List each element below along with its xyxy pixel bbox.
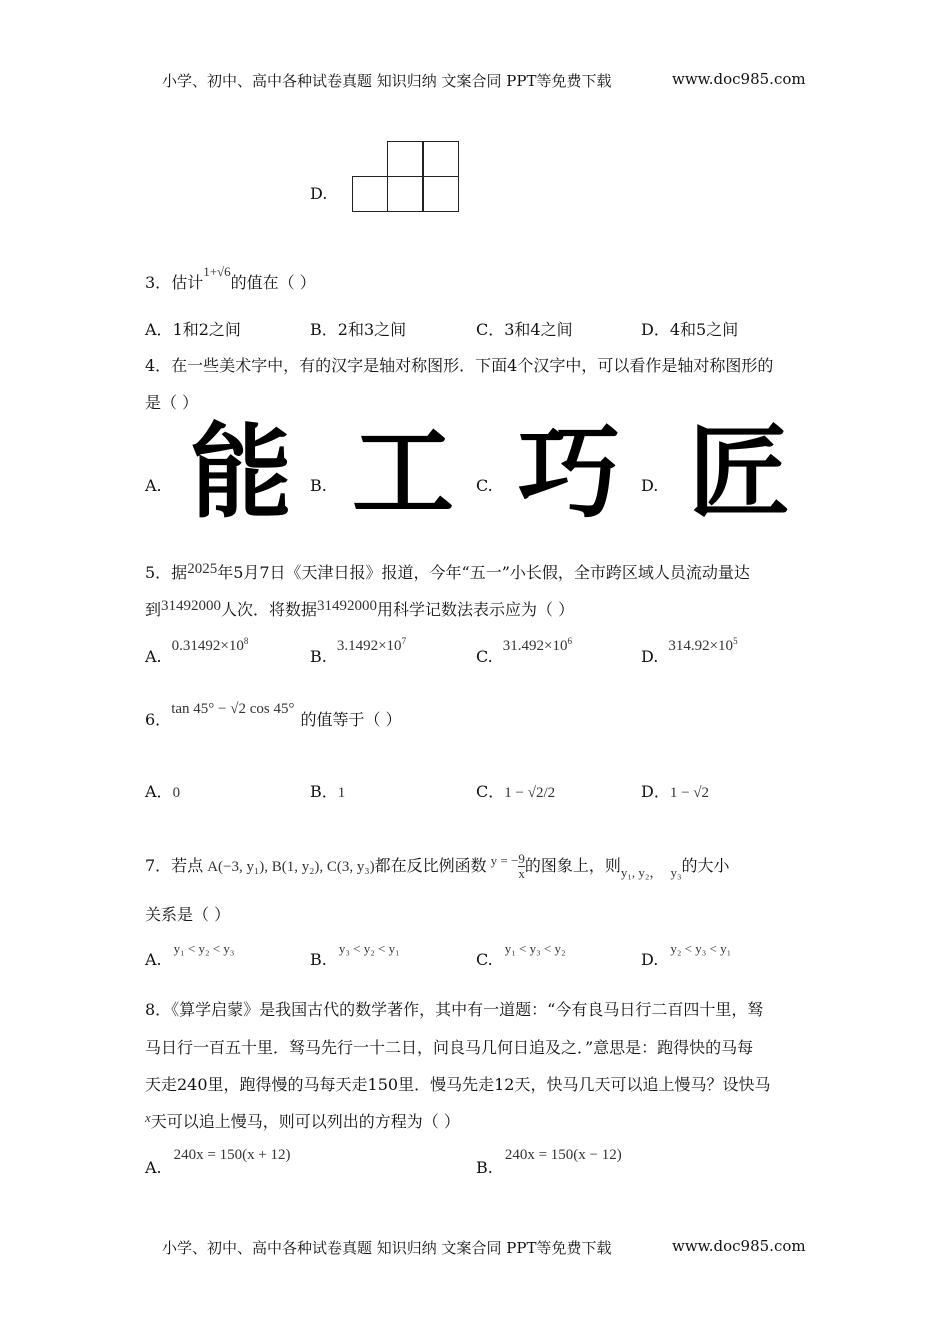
grid-cell <box>387 176 423 212</box>
q6-option-a: A．0 <box>145 782 181 801</box>
q5-number1: 31492000 <box>161 598 222 614</box>
header-url: www.doc985.com <box>672 70 806 88</box>
q5-number2: 31492000 <box>317 598 378 614</box>
q7-option-a: A.$^{y_1 < y_2 < y_3}$ <box>145 941 235 969</box>
q6-option-d: D．1 − √2 <box>641 782 710 801</box>
q6-option-b: B．1 <box>310 782 346 801</box>
q6-option-c: C．1 − √2/2 <box>476 782 556 801</box>
q3-number: 3． <box>145 273 172 292</box>
q7-function-fraction: $\frac{9}{x}$ <box>518 851 525 881</box>
q4-question-line1: 4．在一些美术字中，有的汉字是轴对称图形．下面4个汉字中，可以看作是轴对称图形的 <box>145 356 774 375</box>
q8-question-line1: 8．《算学启蒙》是我国古代的数学著作，其中有一道题：“今有良马日行二百四十里，驽 <box>145 1000 764 1019</box>
q5-question-line2: 到31492000人次．将数据31492000用科学记数法表示应为（ ） <box>145 598 575 619</box>
q4-option-d-char: 匠 <box>688 414 790 533</box>
footer-text: 小学、初中、高中各种试卷真题 知识归纳 文案合同 PPT等免费下载 <box>162 1239 612 1257</box>
q4-option-a-label: A. <box>145 476 162 495</box>
q4-option-a-char: 能 <box>190 414 292 533</box>
q7-question-line1: 7．若点 A(−3, y₁), B(1, y₂), C(3, y₃)都在反比例函数 $^{y = -}$ $\frac{9}{x}$ 的图象上，则$_{y_1, y_2,}$ $_{y_3}$的大小 <box>145 851 730 881</box>
q8-question-line4: $^x$天可以追上慢马，则可以列出的方程为（ ） <box>145 1110 460 1131</box>
header-text: 小学、初中、高中各种试卷真题 知识归纳 文案合同 PPT等免费下载 <box>162 72 612 90</box>
q3-expression: 1+√6 <box>203 264 231 279</box>
q5-option-b: $B.3.1492\times 10^7$ <box>310 636 407 666</box>
q3-option-d: D．4和5之间 <box>641 320 739 339</box>
q7-option-c: C.$^{y_1 < y_3 < y_2}$ <box>476 941 566 969</box>
q4-option-d-label: D. <box>641 476 659 495</box>
grid-cell <box>423 141 459 177</box>
grid-cell <box>352 176 388 212</box>
q4-option-b-char: 工 <box>352 414 454 533</box>
q6-expression: tan 45° − √2 cos 45° <box>171 701 295 717</box>
q5-question-line1: 5．据2025年5月7日《天津日报》报道，今年“五一”小长假，全市跨区域人员流动量达 <box>145 561 750 582</box>
q4-question-line2: 是（ ） <box>145 393 199 412</box>
q7-points: A(−3, y₁), B(1, y₂), C(3, y₃) <box>207 859 375 875</box>
q5-option-c: $C.31.492\times 10^6$ <box>476 636 572 666</box>
q8-option-b: B.240x = 150(x − 12) <box>476 1147 622 1177</box>
q4-option-c-char: 巧 <box>518 414 620 533</box>
q7-question-line2: 关系是（ ） <box>145 905 231 924</box>
footer-url: www.doc985.com <box>672 1237 806 1255</box>
grid-cell <box>387 141 423 177</box>
q3-question <box>145 264 316 293</box>
q8-option-a: A.240x = 150(x + 12) <box>145 1147 291 1177</box>
q8-question-line2: 马日行一百五十里．驽马先行一十二日，问良马几何日追及之．”意思是：跑得快的马每 <box>145 1038 754 1057</box>
q8-question-line3: 天走240里，跑得慢的马每天走150里．慢马先走12天，快马几天可以追上慢马？设快马 <box>145 1075 771 1094</box>
q3-suffix: 的值在（ ） <box>230 273 316 292</box>
q4-option-b-label: B. <box>310 476 327 495</box>
q7-option-b: B.$^{y_3 < y_2 < y_1}$ <box>310 941 400 969</box>
q7-option-d: D.$^{y_2 < y_3 < y_1}$ <box>641 941 732 969</box>
q5-option-a: $A.0.31492\times 10^8$ <box>145 636 249 666</box>
q3-option-a: A．1和2之间 <box>145 320 241 339</box>
q6-question: 6．tan 45° − √2 cos 45°的值等于（ ） <box>145 701 402 729</box>
grid-cell <box>423 176 459 212</box>
q5-option-d: $D.314.92\times 10^5$ <box>641 636 738 666</box>
q3-option-b: B．2和3之间 <box>310 320 407 339</box>
q4-option-c-label: C. <box>476 476 493 495</box>
q5-year: 2025 <box>187 561 218 577</box>
q2-option-d-grid-figure <box>352 141 462 215</box>
q2-option-d-label: D. <box>310 184 328 203</box>
q3-prefix: 估计 <box>171 273 204 292</box>
q3-option-c: C．3和4之间 <box>476 320 573 339</box>
